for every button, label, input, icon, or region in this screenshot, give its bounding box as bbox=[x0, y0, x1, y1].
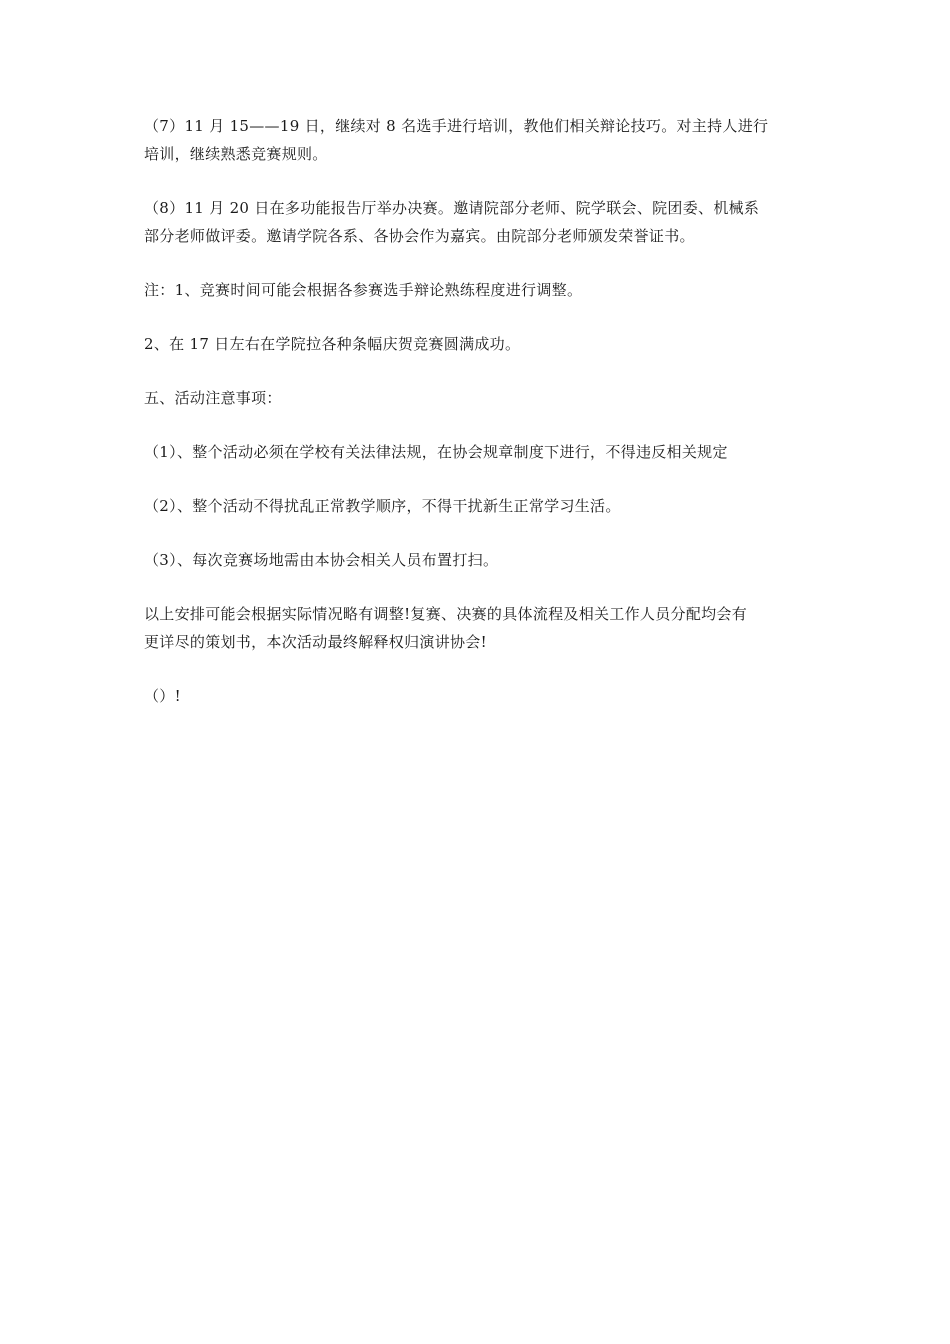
text-line: （1）、整个活动必须在学校有关法律法规，在协会规章制度下进行，不得违反相关规定 bbox=[144, 443, 728, 461]
text-line: （7）11 月 15——19 日，继续对 8 名选手进行培训，教他们相关辩论技巧。对主持人进行 bbox=[144, 117, 769, 135]
document-body bbox=[144, 112, 812, 736]
paragraph-trailing bbox=[144, 682, 812, 710]
paragraph-rule-2 bbox=[144, 492, 812, 520]
text-line: 培训，继续熟悉竞赛规则。 bbox=[144, 145, 328, 163]
section-heading: 五、活动注意事项： bbox=[144, 389, 282, 407]
paragraph-note-2 bbox=[144, 330, 812, 358]
text-line: 2、在 17 日左右在学院拉各种条幅庆贺竞赛圆满成功。 bbox=[144, 335, 521, 353]
section-heading-notes bbox=[144, 384, 812, 412]
paragraph-rule-1 bbox=[144, 438, 812, 466]
paragraph-schedule-item-7 bbox=[144, 112, 812, 168]
text-line: （8）11 月 20 日在多功能报告厅举办决赛。邀请院部分老师、院学联会、院团委、机械系 bbox=[144, 199, 760, 217]
paragraph-note-1 bbox=[144, 276, 812, 304]
paragraph-schedule-item-8 bbox=[144, 194, 812, 250]
text-line: （）! bbox=[144, 687, 181, 705]
text-line: 注：1、竞赛时间可能会根据各参赛选手辩论熟练程度进行调整。 bbox=[144, 281, 583, 299]
text-line: 部分老师做评委。邀请学院各系、各协会作为嘉宾。由院部分老师颁发荣誉证书。 bbox=[144, 227, 695, 245]
text-line: （3）、每次竞赛场地需由本协会相关人员布置打扫。 bbox=[144, 551, 499, 569]
text-line: 更详尽的策划书，本次活动最终解释权归演讲协会! bbox=[144, 633, 487, 651]
text-line: （2）、整个活动不得扰乱正常教学顺序，不得干扰新生正常学习生活。 bbox=[144, 497, 621, 515]
text-line: 以上安排可能会根据实际情况略有调整!复赛、决赛的具体流程及相关工作人员分配均会有 bbox=[144, 605, 748, 623]
paragraph-closing-statement bbox=[144, 600, 812, 656]
paragraph-rule-3 bbox=[144, 546, 812, 574]
